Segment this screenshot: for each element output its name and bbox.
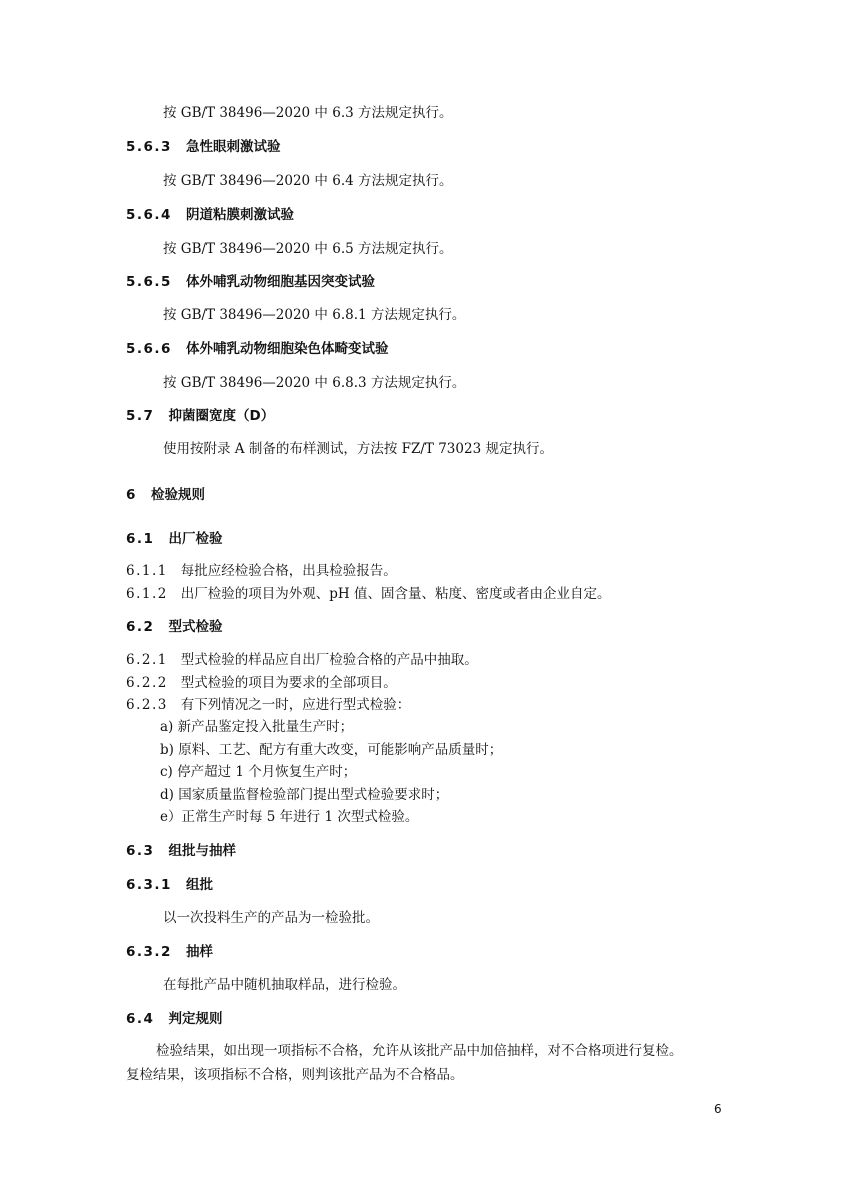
section-heading-6-3-2: 6.3.2 抽样 [126,944,214,960]
clause-6-1-2: 6.1.2 出厂检验的项目为外观、pH 值、固含量、粘度、密度或者由企业自定。 [126,586,611,602]
clause-6-1-1: 6.1.1 每批应经检验合格，出具检验报告。 [126,563,397,579]
section-heading-5-6-3: 5.6.3 急性眼刺激试验 [126,139,281,155]
clause-6-2-3: 6.2.3 有下列情况之一时，应进行型式检验： [126,697,411,713]
list-item: b) 原料、工艺、配方有重大改变，可能影响产品质量时； [160,742,503,758]
body-text: 按 GB/T 38496—2020 中 6.4 方法规定执行。 [163,173,453,189]
section-heading-6-3-1: 6.3.1 组批 [126,877,214,893]
section-heading-5-6-6: 5.6.6 体外哺乳动物细胞染色体畸变试验 [126,341,389,357]
body-text: 按 GB/T 38496—2020 中 6.8.1 方法规定执行。 [163,307,466,323]
section-heading-6-1: 6.1 出厂检验 [126,531,223,547]
body-text: 使用按附录 A 制备的布样测试，方法按 FZ/T 73023 规定执行。 [163,441,553,457]
body-text: 按 GB/T 38496—2020 中 6.8.3 方法规定执行。 [163,375,466,391]
body-text: 以一次投料生产的产品为一检验批。 [163,910,379,926]
section-heading-5-6-4: 5.6.4 阴道粘膜刺激试验 [126,207,295,223]
body-text: 检验结果，如出现一项指标不合格，允许从该批产品中加倍抽样，对不合格项进行复检。 [156,1043,683,1059]
section-heading-5-7: 5.7 抑菌圈宽度（D） [126,408,275,424]
chapter-heading-6: 6 检验规则 [126,487,206,503]
list-item: c) 停产超过 1 个月恢复生产时； [160,764,357,780]
page-number: 6 [714,1102,722,1116]
section-heading-5-6-5: 5.6.5 体外哺乳动物细胞基因突变试验 [126,274,376,290]
section-heading-6-2: 6.2 型式检验 [126,619,223,635]
list-item: e）正常生产时每 5 年进行 1 次型式检验。 [160,809,419,825]
list-item: d) 国家质量监督检验部门提出型式检验要求时； [160,787,449,803]
clause-6-2-1: 6.2.1 型式检验的样品应自出厂检验合格的产品中抽取。 [126,652,478,668]
section-heading-6-4: 6.4 判定规则 [126,1011,223,1027]
section-heading-6-3: 6.3 组批与抽样 [126,843,237,859]
list-item: a) 新产品鉴定投入批量生产时； [160,719,354,735]
body-text: 复检结果，该项指标不合格，则判该批产品为不合格品。 [126,1067,464,1083]
body-text: 在每批产品中随机抽取样品，进行检验。 [163,977,406,993]
body-text: 按 GB/T 38496—2020 中 6.5 方法规定执行。 [163,241,453,257]
body-text: 按 GB/T 38496—2020 中 6.3 方法规定执行。 [163,105,453,121]
clause-6-2-2: 6.2.2 型式检验的项目为要求的全部项目。 [126,675,397,691]
